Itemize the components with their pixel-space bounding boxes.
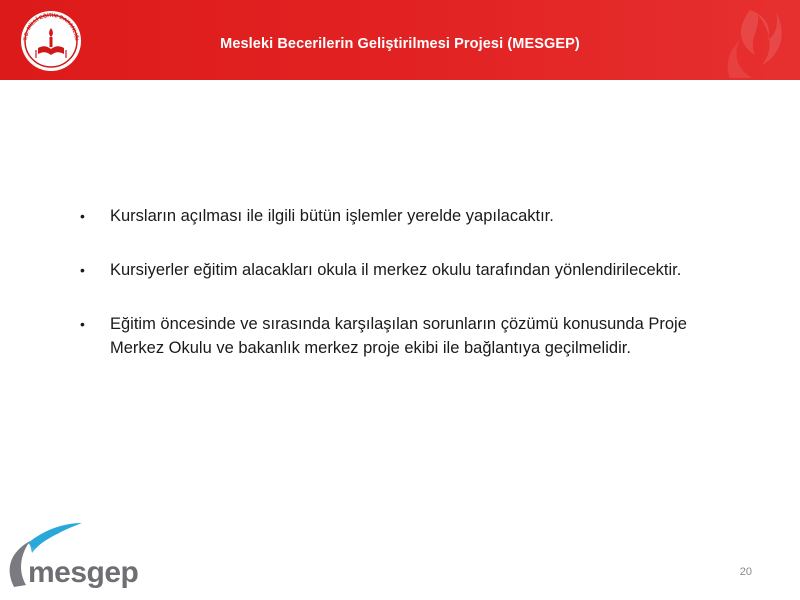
bullet-dot: • xyxy=(80,316,85,332)
page-title: Mesleki Becerilerin Geliştirilmesi Projesi (MESGEP) xyxy=(220,36,580,52)
flame-icon xyxy=(680,0,800,80)
bullet-dot: • xyxy=(80,262,85,278)
bullet-text: Kursların açılması ile ilgili bütün işlemler yerelde yapılacaktır. xyxy=(110,207,554,225)
page-number: 20 xyxy=(739,566,752,578)
list-item xyxy=(80,258,720,282)
slide-header xyxy=(0,0,800,80)
bullet-dot: • xyxy=(80,208,85,224)
list-item xyxy=(80,312,720,360)
bullet-text: Kursiyerler eğitim alacakları okula il merkez okulu tarafından yönlendirilecektir. xyxy=(110,261,682,279)
logo-text: mesgep xyxy=(28,556,139,589)
list-item xyxy=(80,204,720,228)
bullet-text: Eğitim öncesinde ve sırasında karşılaşılan sorunların çözümü konusunda Proje Merkez Okulu ve bakanlık merkez proje ekibi ile bağlantıya geçilmelidir. xyxy=(110,315,687,357)
bullet-list xyxy=(80,204,720,390)
svg-text:T.C. MİLLÎ EĞİTİM BAKANLIĞI: T.C. MİLLÎ EĞİTİM BAKANLIĞI xyxy=(22,12,80,41)
